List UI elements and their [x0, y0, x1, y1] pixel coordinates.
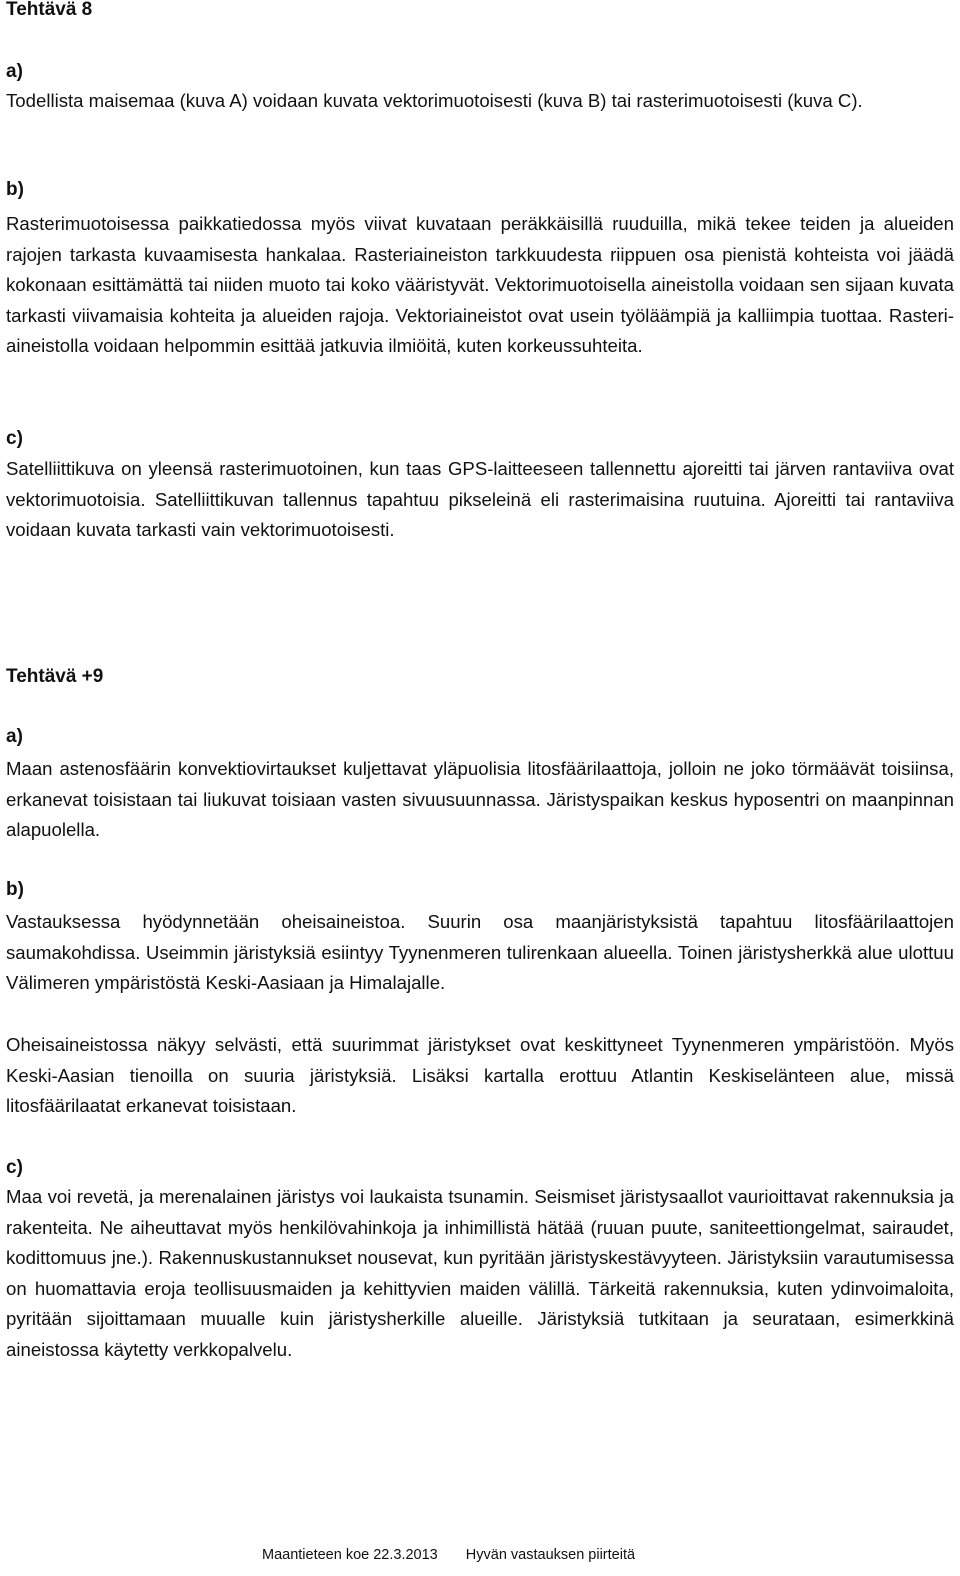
task8-a-label: a) [6, 61, 23, 82]
footer-exam-title: Maantieteen koe 22.3.2013 [262, 1547, 438, 1563]
page-footer [262, 1545, 635, 1565]
task9-b-text2: Oheisaineistossa näkyy selvästi, että suurimmat järistykset ovat keskittyneet Tyynenmeren ympäristöön. Myös Keski-Aasian tienoilla on suuria järistyksiä. Lisäksi kartalla erottuu Atlantin Keskiselänteen alue, missä litosfäärilaatat erkanevat toisistaan. [6, 1034, 954, 1116]
task8-b-label: b) [6, 179, 24, 200]
task9-a-text: Maan astenosfäärin konvektiovirtaukset kuljettavat yläpuolisia litosfäärilaattoja, jolloin ne joko törmäävät toisiinsa, erkanevat toisistaan tai liukuvat toisiaan vasten sivuusuunnassa. Järistyspaikan keskus hyposentri on maanpinnan alapuolella. [6, 758, 954, 840]
task9-a-label: a) [6, 726, 23, 747]
footer-note: Hyvän vastauksen piirteitä [465, 1547, 636, 1563]
task8-c-text: Satelliittikuva on yleensä rasterimuotoinen, kun taas GPS-laitteeseen tallennettu ajoreitti tai järven rantaviiva ovat vektorimuotoisia. Satelliittikuvan tallennus tapahtuu pikseleinä eli rasterimaisina ruutuina. Ajoreitti tai rantaviiva voidaan kuvata tarkasti vain vektorimuotoisesti. [6, 458, 954, 540]
task8-c-label: c) [6, 428, 23, 449]
task8-a-text: Todellista maisemaa (kuva A) voidaan kuvata vektorimuotoisesti (kuva B) tai rasterimuotoisesti (kuva C). [6, 90, 863, 111]
task9-b-label: b) [6, 879, 24, 900]
task8-title: Tehtävä 8 [6, 0, 93, 20]
task8-b-text: Rasterimuotoisessa paikkatiedossa myös viivat kuvataan peräkkäisillä ruuduilla, mikä tekee teiden ja alueiden rajojen tarkasta kuvaamisesta hankalaa. Rasteriaineiston tarkkuudesta riippuen osa pienistä kohteista voi jäädä kokonaan esittämättä tai niiden muoto tai koko vääristyvät. Vektorimuotoisella aineistolla voidaan sen sijaan kuvata tarkasti viivamaisia kohteita ja alueiden rajoja. Vektoriaineistot ovat usein työläämpiä ja kalliimpia tuottaa. Rasteriaineistolla voidaan helpommin esittää jatkuvia ilmiöitä, kuten korkeussuhteita. [6, 213, 954, 356]
task9-c-label: c) [6, 1157, 23, 1178]
task9-c-text: Maa voi revetä, ja merenalainen järistys voi laukaista tsunamin. Seismiset järistysaallot vaurioittavat rakennuksia ja rakenteita. Ne aiheuttavat myös henkilövahinkoja ja inhimillistä hätää (ruuan puute, saniteettiongelmat, sairaudet, kodittomuus jne.). Rakennuskustannukset nousevat, kun pyritään järistyskestävyyteen. Järistyksiin varautumisessa on huomattavia eroja teollisuusmaiden ja kehittyvien maiden välillä. Tärkeitä rakennuksia, kuten ydinvoimaloita, pyritään sijoittamaan muualle kuin järistysherkille alueille. Järistyksiä tutkitaan ja seurataan, esimerkkinä aineistossa käytetty verkkopalvelu. [6, 1186, 954, 1360]
task9-b-text1: Vastauksessa hyödynnetään oheisaineistoa. Suurin osa maanjäristyksistä tapahtuu litosfäärilaattojen saumakohdissa. Useimmin järistyksiä esiintyy Tyynenmeren tulirenkaan alueella. Toinen järistysherkkä alue ulottuu Välimeren ympäristöstä Keski-Aasiaan ja Himalajalle. [6, 911, 954, 993]
task9-title: Tehtävä +9 [6, 666, 104, 687]
